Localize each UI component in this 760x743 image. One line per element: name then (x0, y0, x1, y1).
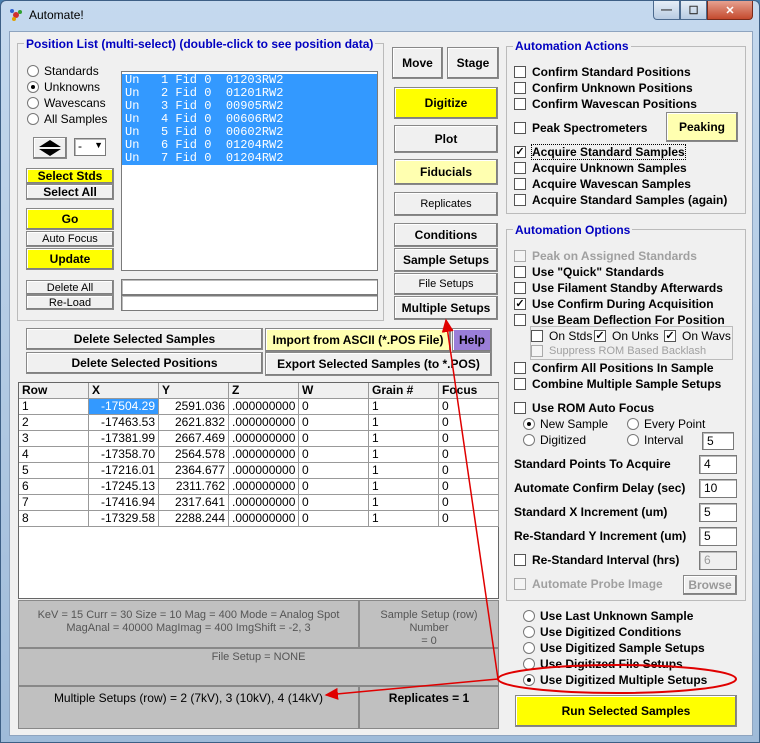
automation-action-checkbox[interactable]: Confirm Unknown Positions (514, 81, 693, 95)
table-cell: .000000000 (229, 479, 299, 495)
list-item[interactable]: Un 7 Fid 0 01204RW2 (122, 152, 377, 165)
filter-all-samples[interactable]: All Samples (27, 112, 107, 126)
focus-interval-field[interactable]: 5 (702, 432, 734, 450)
header-grain: Grain # (369, 383, 439, 399)
table-cell: 1 (369, 399, 439, 415)
table-cell: 1 (369, 511, 439, 527)
table-cell: -17329.58 (89, 511, 159, 527)
confirm-delay-field[interactable]: 10 (699, 479, 737, 498)
automation-action-checkbox[interactable]: Acquire Standard Samples (again) (514, 193, 727, 207)
table-cell: 3 (19, 431, 89, 447)
table-cell: 1 (369, 479, 439, 495)
auto-focus-button[interactable]: Auto Focus (26, 231, 114, 247)
maximize-button[interactable]: ☐ (680, 1, 707, 20)
table-cell: 0 (439, 463, 499, 479)
automation-actions-title: Automation Actions (515, 39, 629, 53)
table-cell: .000000000 (229, 447, 299, 463)
multiple-setups-button[interactable]: Multiple Setups (394, 296, 498, 320)
combine-multiple-setups-checkbox[interactable]: Combine Multiple Sample Setups (514, 377, 721, 391)
on-wavs-checkbox[interactable]: ✓ On Wavs (665, 329, 731, 343)
replicates-button[interactable]: Replicates (394, 192, 498, 216)
focus-digitized-radio[interactable]: Digitized (523, 433, 586, 447)
table-cell: 2667.469 (159, 431, 229, 447)
table-cell: 2317.641 (159, 495, 229, 511)
multiple-setups-text: Multiple Setups (row) = 2 (7kV), 3 (10kV), 4 (14kV) (53, 691, 324, 705)
table-cell: .000000000 (229, 463, 299, 479)
table-cell: .000000000 (229, 511, 299, 527)
list-item[interactable]: Un 2 Fid 0 01201RW2 (122, 87, 377, 100)
filter-standards[interactable]: Standards (27, 64, 99, 78)
table-cell: 2311.762 (159, 479, 229, 495)
update-button[interactable]: Update (26, 248, 114, 270)
close-button[interactable]: ✕ (707, 1, 753, 20)
table-cell: 0 (299, 479, 369, 495)
table-cell: -17358.70 (89, 447, 159, 463)
table-cell: 0 (439, 447, 499, 463)
filter-unknowns[interactable]: Unknowns (27, 80, 100, 94)
table-cell: 2621.832 (159, 415, 229, 431)
confirm-all-positions-checkbox[interactable]: Confirm All Positions In Sample (514, 361, 714, 375)
filament-standby-checkbox[interactable]: Use Filament Standby Afterwards (514, 281, 723, 295)
confirm-during-acquisition-checkbox[interactable]: ✓ Use Confirm During Acquisition (515, 297, 714, 311)
on-unks-checkbox[interactable]: ✓ On Unks (595, 329, 659, 343)
table-cell: .000000000 (229, 431, 299, 447)
table-cell: 0 (299, 511, 369, 527)
delete-selected-samples-button[interactable]: Delete Selected Samples (26, 328, 263, 350)
table-cell: .000000000 (229, 495, 299, 511)
sample-setup-line-2: = 0 (421, 635, 437, 647)
table-cell: 0 (299, 495, 369, 511)
app-icon (9, 8, 23, 22)
table-cell: 1 (369, 431, 439, 447)
select-stds-button[interactable]: Select Stds (26, 168, 114, 184)
annotation-arrow-to-button (446, 320, 498, 679)
checkmark-icon: ✓ (515, 298, 525, 310)
run-option-radio[interactable]: Use Digitized Multiple Setups (523, 673, 707, 687)
automation-action-checkbox[interactable]: ✓ Acquire Standard Samples (515, 145, 685, 159)
list-item[interactable]: Un 4 Fid 0 00606RW2 (122, 113, 377, 126)
table-cell: .000000000 (229, 415, 299, 431)
export-samples-button[interactable]: Export Selected Samples (to *.POS) (265, 352, 492, 376)
table-cell: 0 (299, 447, 369, 463)
table-cell: 0 (299, 415, 369, 431)
file-setup-text: File Setup = NONE (211, 651, 306, 663)
table-cell: 2288.244 (159, 511, 229, 527)
restd-interval-field[interactable]: 6 (699, 551, 737, 570)
delete-selected-positions-button[interactable]: Delete Selected Positions (26, 352, 263, 374)
table-cell: 0 (439, 479, 499, 495)
table-cell: 5 (19, 463, 89, 479)
confirm-delay-label: Automate Confirm Delay (sec) (514, 481, 686, 495)
digitize-button[interactable]: Digitize (394, 87, 498, 119)
table-cell: 1 (369, 495, 439, 511)
table-cell: 1 (19, 399, 89, 415)
minimize-button[interactable]: — (653, 1, 680, 20)
table-cell: 1 (369, 415, 439, 431)
checkmark-icon: ✓ (515, 146, 525, 158)
go-button[interactable]: Go (26, 208, 114, 230)
peaking-button[interactable]: Peaking (666, 112, 738, 142)
table-cell: 4 (19, 447, 89, 463)
automate-probe-image-checkbox[interactable]: Automate Probe Image (514, 577, 663, 591)
checkmark-icon: ✓ (595, 330, 605, 342)
chevron-down-icon: ▼ (94, 140, 103, 150)
quick-standards-checkbox[interactable]: Use "Quick" Standards (514, 265, 664, 279)
annotation-overlay (10, 32, 754, 737)
run-option-radio[interactable]: Use Digitized Sample Setups (523, 641, 705, 655)
stage-button[interactable]: Stage (447, 47, 499, 79)
table-cell: 2 (19, 415, 89, 431)
replicates-text: Replicates = 1 (388, 691, 470, 705)
table-cell: 2364.677 (159, 463, 229, 479)
header-y: Y (159, 383, 229, 399)
run-option-radio[interactable]: Use Last Unknown Sample (523, 609, 693, 623)
table-cell: -17245.13 (89, 479, 159, 495)
table-cell: -17463.53 (89, 415, 159, 431)
table-cell: 1 (369, 447, 439, 463)
annotation-arrow-to-panel (326, 679, 498, 695)
table-cell: 1 (369, 463, 439, 479)
select-all-button[interactable]: Select All (26, 184, 114, 200)
header-w: W (299, 383, 369, 399)
table-cell: 0 (299, 399, 369, 415)
file-setups-button[interactable]: File Setups (394, 273, 498, 295)
list-item[interactable]: Un 5 Fid 0 00602RW2 (122, 126, 377, 139)
list-item[interactable]: Un 3 Fid 0 00905RW2 (122, 100, 377, 113)
move-button[interactable]: Move (392, 47, 443, 79)
beam-deflection-checkbox[interactable]: Use Beam Deflection For Position (514, 313, 725, 327)
header-focus: Focus (439, 383, 499, 399)
table-cell: 0 (439, 431, 499, 447)
help-button[interactable]: Help (452, 328, 492, 352)
std-x-increment-field[interactable]: 5 (699, 503, 737, 522)
run-option-radio[interactable]: Use Digitized Conditions (523, 625, 681, 639)
step-dropdown[interactable]: - ▼ (74, 138, 106, 156)
rom-auto-focus-checkbox[interactable]: Use ROM Auto Focus (514, 401, 654, 415)
focus-interval-radio[interactable]: Interval (627, 433, 683, 447)
conditions-button[interactable]: Conditions (394, 223, 498, 247)
conditions-line-1: KeV = 15 Curr = 30 Size = 10 Mag = 400 Mode = Analog Spot (37, 609, 340, 621)
table-cell: 6 (19, 479, 89, 495)
plot-button[interactable]: Plot (394, 125, 498, 153)
automation-action-checkbox[interactable]: Acquire Wavescan Samples (514, 177, 691, 191)
list-item[interactable]: Un 6 Fid 0 01204RW2 (122, 139, 377, 152)
on-stds-checkbox[interactable]: On Stds (531, 329, 592, 343)
conditions-line-2: MagAnal = 40000 MagImag = 400 ImgShift = -2, 3 (66, 622, 311, 634)
peak-assigned-standards-checkbox[interactable]: Peak on Assigned Standards (514, 249, 697, 263)
std-x-increment-label: Standard X Increment (um) (514, 505, 668, 519)
table-cell: -17504.29 (89, 399, 159, 415)
automation-action-checkbox[interactable]: Peak Spectrometers (514, 121, 647, 135)
table-cell: 7 (19, 495, 89, 511)
client-area (9, 31, 753, 736)
sample-setup-line-1: Sample Setup (row) Number (380, 609, 478, 634)
suppress-rom-backlash-checkbox[interactable]: Suppress ROM Based Backlash (531, 345, 706, 357)
restd-y-increment-field[interactable]: 5 (699, 527, 737, 546)
table-cell: 8 (19, 511, 89, 527)
table-cell: 2591.036 (159, 399, 229, 415)
automation-action-checkbox[interactable]: Confirm Wavescan Positions (514, 97, 697, 111)
table-cell: 2564.578 (159, 447, 229, 463)
import-ascii-button[interactable]: Import from ASCII (*.POS File) (265, 328, 451, 352)
sample-setups-button[interactable]: Sample Setups (394, 248, 498, 272)
table-cell: 0 (439, 415, 499, 431)
focus-new-sample-radio[interactable]: New Sample (523, 417, 608, 431)
automation-action-checkbox[interactable]: Acquire Unknown Samples (514, 161, 687, 175)
checkmark-icon: ✓ (665, 330, 675, 342)
table-cell: 0 (299, 431, 369, 447)
position-list-title: Position List (multi-select) (double-click to see position data) (26, 37, 374, 51)
fiducials-button[interactable]: Fiducials (394, 159, 498, 185)
window-title: Automate! (29, 8, 84, 22)
run-option-radio[interactable]: Use Digitized File Setups (523, 657, 683, 671)
restd-interval-checkbox[interactable]: Re-Standard Interval (hrs) (514, 553, 679, 567)
table-cell: -17416.94 (89, 495, 159, 511)
header-z: Z (229, 383, 299, 399)
focus-every-point-radio[interactable]: Every Point (627, 417, 705, 431)
title-bar (1, 1, 759, 31)
table-cell: .000000000 (229, 399, 299, 415)
std-points-label: Standard Points To Acquire (514, 457, 671, 471)
header-x: X (89, 383, 159, 399)
filter-wavescans[interactable]: Wavescans (27, 96, 106, 110)
header-row: Row (19, 383, 89, 399)
list-item[interactable]: Un 1 Fid 0 01203RW2 (122, 74, 377, 87)
table-cell: -17381.99 (89, 431, 159, 447)
automation-options-title: Automation Options (515, 223, 631, 237)
restd-y-increment-label: Re-Standard Y Increment (um) (514, 529, 687, 543)
delete-all-button[interactable]: Delete All (26, 280, 114, 295)
run-selected-samples-button[interactable]: Run Selected Samples (515, 695, 737, 727)
annotation-ellipse (498, 665, 736, 693)
std-points-field[interactable]: 4 (699, 455, 737, 474)
reload-button[interactable]: Re-Load (26, 295, 114, 310)
automation-action-checkbox[interactable]: Confirm Standard Positions (514, 65, 691, 79)
table-cell: -17216.01 (89, 463, 159, 479)
table-cell: 0 (439, 511, 499, 527)
table-cell: 0 (439, 399, 499, 415)
table-cell: 0 (299, 463, 369, 479)
table-cell: 0 (439, 495, 499, 511)
browse-button[interactable]: Browse (683, 575, 737, 595)
